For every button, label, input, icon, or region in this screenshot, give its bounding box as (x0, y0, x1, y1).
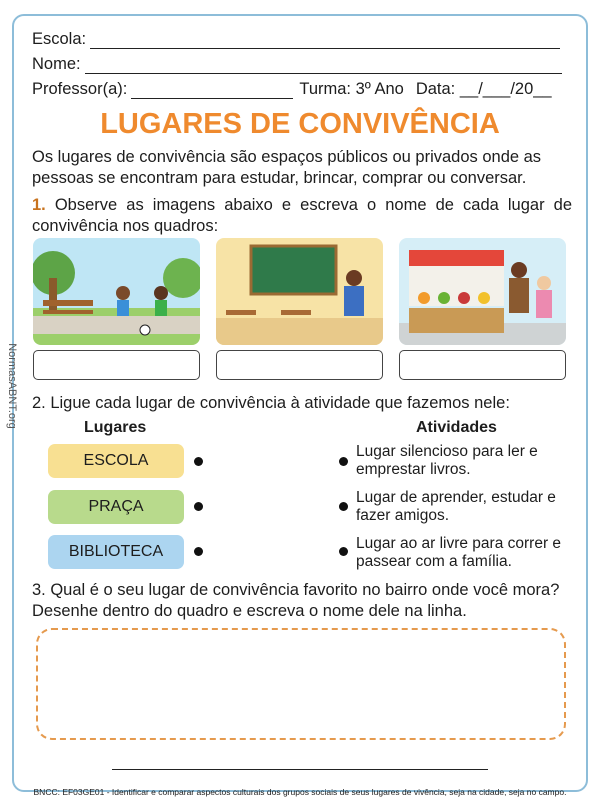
places-header: Lugares (84, 419, 147, 436)
name-line[interactable] (85, 60, 562, 74)
question-3: 3. Qual é o seu lugar de convivência favorito no bairro onde você mora? Desenhe dentro do quadro e escreva o nome dele na linha. (32, 581, 560, 620)
activity-1: Lugar silencioso para ler e emprestar livros. (356, 443, 538, 478)
name-field (32, 55, 562, 74)
teacher-line[interactable] (131, 85, 293, 99)
activity-3: Lugar ao ar livre para correr e passear com a família. (356, 535, 562, 570)
footer-bncc: BNCC: EF03GE01 - Identificar e comparar aspectos culturais dos grupos sociais de seus lugares de vivência, seja na cidade, seja no campo. (33, 787, 567, 797)
question-2: 2. Ligue cada lugar de convivência à atividade que fazemos nele: (32, 394, 510, 412)
school-line[interactable] (90, 35, 560, 49)
activity-dot-3[interactable] (339, 547, 348, 556)
school-label: Escola: (32, 30, 87, 48)
place-biblioteca: BIBLIOTECA (48, 535, 184, 569)
school-field (32, 30, 560, 49)
q1-number: 1. (32, 196, 46, 214)
q1-text: Observe as imagens abaixo e escreva o nome de cada lugar de convivência nos quadros: (32, 196, 572, 235)
answer-box-1[interactable] (33, 350, 200, 380)
activity-dot-1[interactable] (339, 457, 348, 466)
watermark: NormasABNT.org (6, 343, 18, 429)
name-label: Nome: (32, 55, 81, 73)
page-title: LUGARES DE CONVIVÊNCIA (100, 108, 500, 140)
place-dot-2[interactable] (194, 502, 203, 511)
place-dot-3[interactable] (194, 547, 203, 556)
question-1 (32, 195, 572, 237)
answer-box-3[interactable] (399, 350, 566, 380)
place-praca: PRAÇA (48, 490, 184, 524)
place-dot-1[interactable] (194, 457, 203, 466)
teacher-label: Professor(a): (32, 80, 128, 98)
activity-dot-2[interactable] (339, 502, 348, 511)
activities-header: Atividades (416, 419, 497, 436)
teacher-field (32, 80, 552, 99)
answer-box-2[interactable] (216, 350, 383, 380)
place-name-line[interactable] (112, 769, 488, 770)
market-image (399, 238, 566, 345)
class-label: Turma: 3º Ano (299, 80, 404, 98)
place-escola: ESCOLA (48, 444, 184, 478)
school-image (216, 238, 383, 345)
drawing-box[interactable] (36, 628, 566, 740)
activity-2: Lugar de aprender, estudar e fazer amigos. (356, 489, 556, 524)
park-image (33, 238, 200, 345)
date-label: Data: __/___/20__ (415, 80, 552, 98)
intro-text: Os lugares de convivência são espaços públicos ou privados onde as pessoas se encontram para estudar, brincar, comprar ou conversar. (32, 148, 542, 187)
